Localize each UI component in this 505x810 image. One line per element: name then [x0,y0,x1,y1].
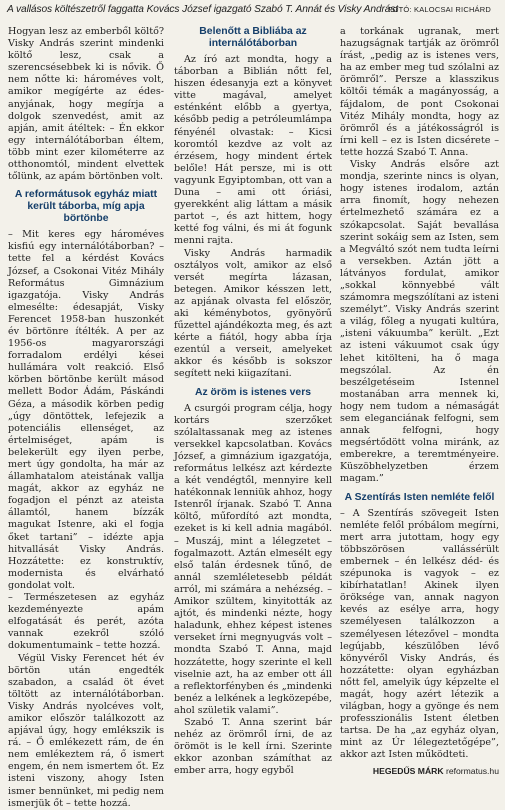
subheading: A Szentírás Isten nemléte felől [344,491,495,503]
paragraph: – A Szentírás szövegeit Isten nemléte felől próbálom megírni, mert arra jutottam, hogy egy többszörösen vallássérült embernek – én lelkész déd- és szépunoka is vagyok – ez kibírhatatlan! Akinek ilyen öröksége van, annak nagyon kevés az esélye arra, hogy személyesen találkozzon a személyesen létezővel – mondta legújabb, készülőben lévő könyvéről Visky András, és hozzátette: olyan egyházban nőtt fel, amelyik úgy képzelte el magát, hogy azért létezik a világban, hogy a gyönge és nem professzionális Istent életben tartsa. De ha „az egyház olyan, mint az Úr lélegeztetőgépe”, akkor azt Isten működteti. [340,507,499,761]
paragraph: Visky András harmadik osztályos volt, amikor az első versét megírta lázasan, betegen. Amikor késszen lett, az apjának olvasta fel először, aki kéménybotos, gyönyörű fűzettel ajándékozta meg, és azt kérte a fiától, hogy abba írja ezentúl a verseit, amelyeket akkor és később is sokszor segített neki kiigazítani. [174,247,332,380]
caption-text: A vallásos költészetről faggatta Kovács József igazgató Szabó T. Annát és Visky Andrást [7,4,399,15]
subheading: Belenőtt a Bibliába az internálótáborban [199,26,307,49]
author-name: HEGEDŰS MÁRK [372,765,444,776]
photo-credit: FOTÓ: KALOCSAI RICHÁRD [387,5,491,14]
author-signature [340,765,499,777]
column-3 [340,26,499,776]
paragraph: – Mit keres egy hároméves kisfiú egy internálótáborban? – tette fel a kérdést Kovács József, a Csokonai Vitéz Mihály Református Gimnázium igazgatója. Visky András elmesélte: édesapját, Visky Ferencet 1958-ban huszonkét év börtönre ítélték. A per az 1956-os magyarországi forradalom erdélyi kései hullámára volt reakció. Első körben börtönbe került másod mellett Bodor Ádám, Páskándi Géza, a második körben pedig „úgy döntöttek, lefejezik a potenciális ellenséget, az értelmiséget, apám is belekerült egy ilyen perbe, mert úgy gondolta, ha már az államhatalom ateistának vallja magát, akkor az egyház ne fogadjon el pénzt az ateista államtól, hanem bízzák magukat Istenre, aki el fogja őket tartani” – idézte apja hitvallását Visky András. Hozzátette: ez konstruktív, modernista és elvárható gondolat volt. [8,229,164,591]
column-1 [8,26,164,809]
subheading: Az öröm is istenes vers [194,386,312,398]
paragraph: Végül Visky Ferencet hét év börtön után engedték szabadon, a család öt évet töltött az internálótáborban. Visky András nyolcéves volt, amikor először találkozott az apjával úgy, hogy emlékszik is rá. – Ő emlékezett rám, de én nem emlékeztem rá, ő ismert engem, én nem ismertem őt. Ez isteni viszony, ahogy Isten ismer bennünket, mi pedig nem ismerjük őt – tette hozzá. [8,652,164,809]
column-2 [174,26,332,777]
source-label: reformatus.hu [445,765,499,776]
paragraph: a torkának ugranak, mert hazugságnak tartják az örömről írást, „pedig az is istenes vers, ha az ember meg tud szólalni az örömről”. Persze a klasszikus költői témák a magányosság, a fájdalom, de pont Csokonai Vitéz Mihály mondta, hogy az örömről és a játékosságról is írni kell – ez is Isten dicsérete – tette hozzá Szabó T. Anna. [340,26,499,158]
paragraph: Az író azt mondta, hogy a táborban a Biblián nőtt fel, hiszen édesanyja ezt a könyvet vitte magával, amelyet esténként előbb a gyertya, később pedig a petróleumlámpa fényénél olvastak: – Kicsi koromtól kezdve az volt az érzésem, hogy mindent értek belőle! Hát persze, mi is ott vagyunk Egyiptomban, ott van a Duna – ami ott óriási, gyerekként alig láttam a másik partot –, és azt hittem, hogy ketté fog válni, és mi át fogunk menni rajta. [174,54,332,247]
paragraph: Hogyan lesz az emberből költő? Visky András szerint mindenki költő lesz, csak a szerencsésebbek ki is nővik. Ő nem nőtte ki: hároméves volt, amikor megígérte az édesanyjának, hogy megírja a dolgok szenvedést, amit az apján, amit átéltek: – Én ekkor egy internálótáborban éltem, több mint ezer kilométerre az otthonomtól, mindent elvettek tőlünk, az apám börtönben volt. [8,26,164,183]
paragraph: – Természetesen az egyház kezdeményezte apám elfogatását és perét, azóta vannak ezekről szóló dokumentumaink – tette hozzá. [8,592,164,652]
paragraph: Szabó T. Anna szerint bár nehéz az örömről írni, de az örömöt is le kell írni. Szerinte ekkor azonban számíthat az ember arra, hogy egyből [174,716,332,777]
paragraph: Visky András elsőre azt mondja, szerinte nincs is olyan, hogy istenes irodalom, aztán arra finomít, hogy nehezen értelmezhető számára ez a szókapcsolat. Saját bevallása szerint sokáig sem az Isten, sem a Megváltó szót nem tudta leírni a versekben. Aztán jött a látványos fordulat, amikor „sokkal könnyebbé vált számomra megszólítani az isteni személyt”. Visky András szerint a világ, főleg a nyugati kultúra, „isteni vákuumba” került. „Ezt az isteni vákuumot csak úgy lehet kitölteni, ha ő maga megszólal. Az én beszélgetéseim Istennel mostanában arra mennek ki, hogy nem tudom a némaságát sem eleganciának felfogni, sem annak felfogni, hogy megsértődött volna miránk, az emberekre, a teremtményeire. Küszöbhelyzetben érzem magam.” [340,159,499,485]
paragraph: A csurgói program célja, hogy kortárs szerzőket szólaltassanak meg az istenes versekkel kapcsolatban. Kovács József, a gimnázium igazgatója, református lelkész azt kérdezte a két vendégtől, mennyire kell hatékonnak lenniük ahhoz, hogy Istenről írjanak. Szabó T. Anna költő, műfordító azt mondta, ezeket is ki kell adnia magából. – Muszáj, mint a lélegzetet – fogalmazott. Aztán elmesélt egy első talán érdesnek tűnő, de annál szemléletesebb példát arról, mi számára a nehézség. – Amikor szültem, kinyitották az ajtót, és mindenki nézte, hogy haladunk, ehhez képest istenes verseket írni megnyugvás volt – mondta Szabó T. Anna, majd hozzátette, hogy szerinte el kell viselnie azt, ha az ember ott áll a reflektorfényben és „mindenki benéz a lelkének a legközepébe, ahol születik valami”. [174,402,332,716]
subheading: A reformátusok egyház miatt került táborba, míg apja börtönbe [14,189,158,225]
photo-caption [7,4,497,15]
